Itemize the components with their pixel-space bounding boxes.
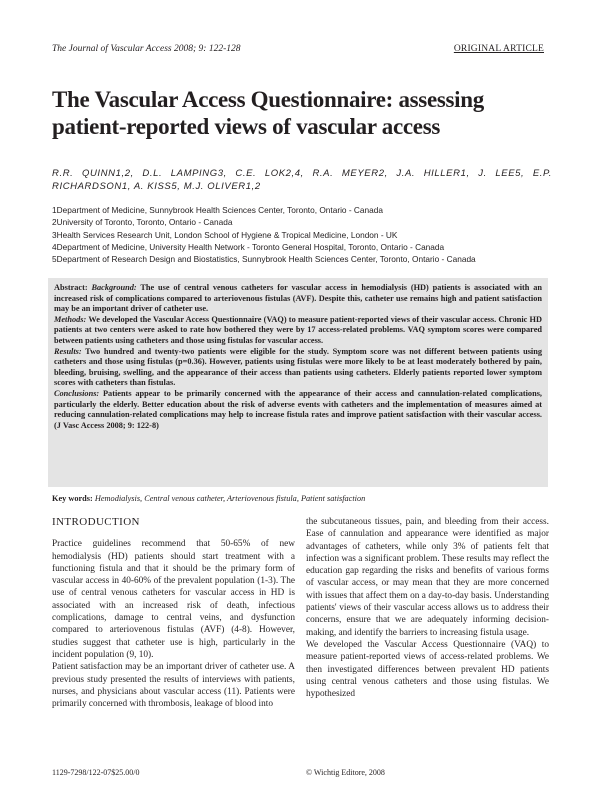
results-text: Two hundred and twenty-two patients were eligible for the study. Symptom score was not different between patients using catheters and those using fistulas (p=0.36). However, patients using fistulas were more likely to be at least moderately bothered by pain, bleeding, bruising, swelling, and the appearance of their access than patients using catheters. Elderly patients reported lower symptom scores with catheters than fistulas. [54, 346, 542, 388]
abstract-box [48, 278, 548, 487]
paragraph: Patient satisfaction may be an important driver of catheter use. A previous study presented the results of interviews with patients, nurses, and physicians about vascular access (11). Patients were primarily concerned with thrombosis, leakage of blood into [52, 662, 295, 710]
background-label: Background: [91, 283, 137, 292]
journal-citation: The Journal of Vascular Access 2008; 9: 122-128 [52, 44, 241, 54]
background-text: The use of central venous catheters for vascular access in hemodialysis (HD) patients is associated with an increased risk of complications compared to arteriovenous fistulas (AVF). Despite this, catheter use remains high and patient satisfaction may be an important driver of catheter use. [54, 283, 543, 314]
paragraph: the subcutaneous tissues, pain, and bleeding from their access. Ease of cannulation and appearance were identified as major advantages of catheters, while only 3% of patients felt that infection was a significant problem. These results may reflect the education gap regarding the risks and benefits of various forms of vascular access, or may mean that they are more concerned with issues that affect them on a day-to-day basis. Understanding patients' views of their vascular access allows us to address their concerns, ensure that we are adequately informing decision-making, and identify the barriers to increasing fistula usage. [306, 517, 549, 638]
affiliation-1: 1Department of Medicine, Sunnybrook Health Sciences Center, Toronto, Ontario - Canada [52, 205, 383, 215]
affiliation-5: 5Department of Research Design and Biostatistics, Sunnybrook Health Sciences Center, Toronto, Ontario - Canada [52, 254, 476, 265]
body-column-right [306, 516, 549, 700]
affiliation-4: 4Department of Medicine, University Health Network - Toronto General Hospital, Toronto, Ontario - Canada [52, 241, 445, 252]
keywords-label: Key words: [52, 494, 95, 503]
abstract-methods [54, 315, 542, 347]
article-title: The Vascular Access Questionnaire: assessing patient-reported views of vascular access [52, 87, 484, 139]
affiliations [52, 204, 552, 265]
footer-copyright: © Wichtig Editore, 2008 [306, 768, 385, 777]
footer-issn: 1129-7298/122-07$25.00/0 [52, 768, 140, 777]
paragraph: Practice guidelines recommend that 50-65% of new hemodialysis (HD) patients should start treatment with a functioning fistula and that it should be the primary form of vascular access in 40-60% of the prevalent population (1-3). The use of central venous catheters for vascular access in HD is associated with an increased risk of death, infectious complications, damage to central veins, and dysfunction compared to arteriovenous fistulas (AVF) (4-8). However, studies suggest that catheter use is high, particularly in the incident population (9, 10). [52, 539, 295, 660]
methods-label: Methods: [54, 314, 87, 324]
author-list: R.R. QUINN1,2, D.L. LAMPING3, C.E. LOK2,4, R.A. MEYER2, J.A. HILLER1, J. LEE5, E.P. RICHARDSON1, A. KISS5, M.J. OLIVER1,2 [52, 168, 552, 192]
section-heading-introduction: INTRODUCTION [52, 516, 140, 528]
abstract-conclusions [54, 389, 542, 431]
affiliation-3: 3Health Services Research Unit, London School of Hygiene & Tropical Medicine, London - UK [52, 229, 398, 240]
results-label: Results: [54, 346, 82, 356]
abstract-background [54, 283, 542, 315]
keywords-text: Hemodialysis, Central venous catheter, Arteriovenous fistula, Patient satisfaction [94, 494, 366, 503]
article-type-label: ORIGINAL ARTICLE [453, 44, 544, 54]
affiliation-2: 2University of Toronto, Toronto, Ontario - Canada [52, 217, 233, 228]
body-column-left [52, 516, 295, 710]
conclusions-text: Patients appear to be primarily concerned with the appearance of their access and cannulation-related complications, particularly the elderly. Better education about the risk of adverse events with catheters and the implementation of measures aimed at reducing cannulation-related complications may help to increase fistula rates and improve patient satisfaction with their vascular access. (J Vasc Access 2008; 9: 122-8) [54, 388, 542, 430]
methods-text: We developed the Vascular Access Questionnaire (VAQ) to measure patient-reported views of their vascular access. Chronic HD patients at two centers were asked to rate how bothered they were by 17 access-related problems. VAQ symptom scores were compared between patients using catheters and those using fistulas for vascular access. [54, 314, 542, 345]
conclusions-label: Conclusions: [54, 388, 100, 398]
paragraph: We developed the Vascular Access Questionnaire (VAQ) to measure patient-reported views of access-related problems. We then investigated differences between prevalent HD patients using central venous catheters and those using fistulas. We hypothesized [306, 639, 549, 700]
abstract-results [54, 347, 542, 389]
keywords [52, 493, 552, 504]
abstract-label: Abstract: [54, 283, 92, 292]
